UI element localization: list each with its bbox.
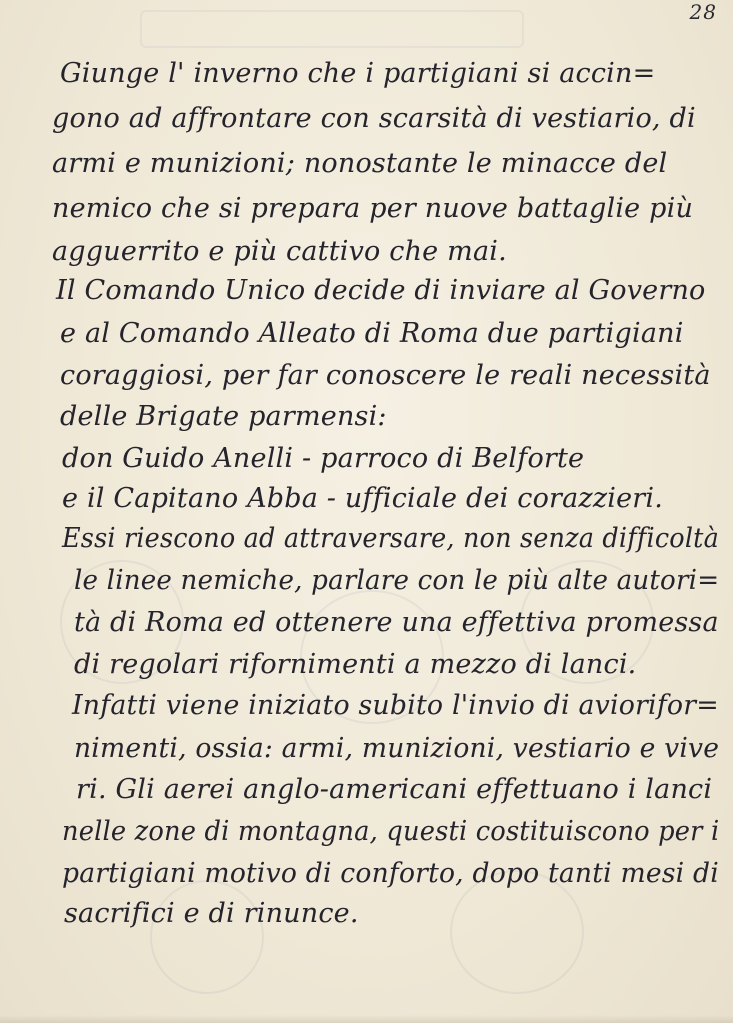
text-line: Giunge l' inverno che i partigiani si accin= <box>60 58 656 89</box>
show-through-heading <box>140 10 524 48</box>
text-line: Il Comando Unico decide di inviare al Governo <box>56 275 706 306</box>
text-line: coraggiosi, per far conoscere le reali necessità <box>60 360 711 391</box>
text-line: di regolari rifornimenti a mezzo di lanci. <box>74 649 637 680</box>
text-line: Essi riescono ad attraversare, non senza difficoltà <box>62 523 720 554</box>
page-edge <box>0 1015 733 1023</box>
text-line: le linee nemiche, parlare con le più alte autori= <box>74 565 720 596</box>
text-line: e il Capitano Abba - ufficiale dei corazzieri. <box>62 483 664 514</box>
text-line: agguerrito e più cattivo che mai. <box>52 236 507 267</box>
text-line: e al Comando Alleato di Roma due partigiani <box>60 318 684 349</box>
text-line: nelle zone di montagna, questi costituiscono per i <box>62 816 720 847</box>
text-line: don Guido Anelli - parroco di Belforte <box>62 443 585 474</box>
text-line: partigiani motivo di conforto, dopo tanti mesi di <box>62 858 719 889</box>
text-line: delle Brigate parmensi: <box>60 401 387 432</box>
text-line: armi e munizioni; nonostante le minacce del <box>52 148 668 179</box>
text-line: ri. Gli aerei anglo-americani effettuano i lanci <box>76 774 713 805</box>
text-line: gono ad affrontare con scarsità di vestiario, di <box>52 103 696 134</box>
text-line: sacrifici e di rinunce. <box>64 898 359 929</box>
page-number: 28 <box>689 0 717 24</box>
text-line: tà di Roma ed ottenere una effettiva promessa <box>74 607 719 638</box>
text-line: Infatti viene iniziato subito l'invio di aviorifor= <box>72 690 719 721</box>
text-line: nemico che si prepara per nuove battaglie più <box>52 193 694 224</box>
text-line: nimenti, ossia: armi, munizioni, vestiario e vive <box>74 733 720 764</box>
